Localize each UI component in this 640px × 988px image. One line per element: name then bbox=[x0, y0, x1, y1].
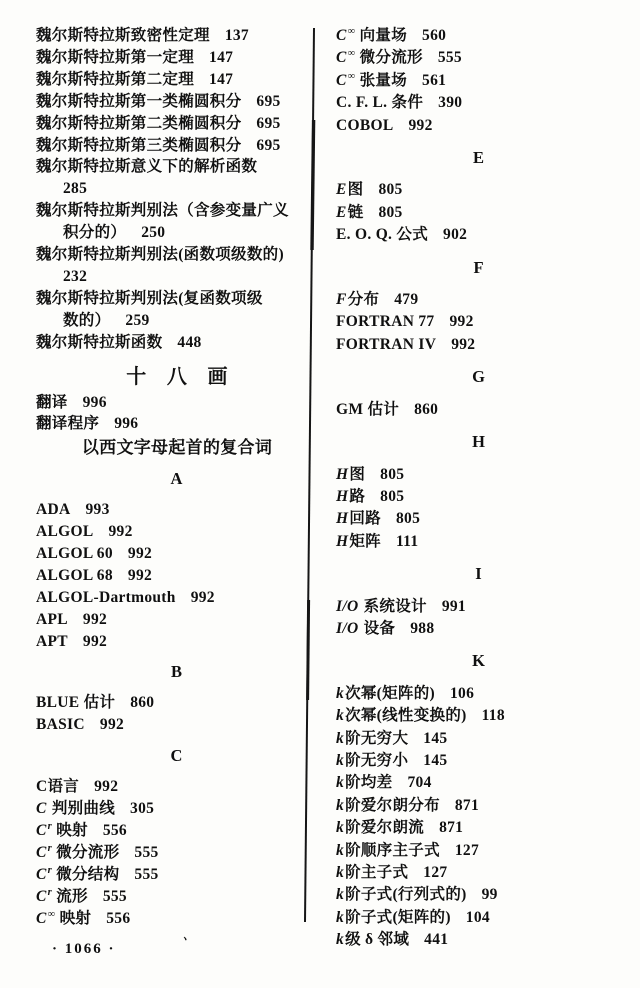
index-entry-line bbox=[36, 135, 318, 157]
entry-page-number: 805 bbox=[380, 465, 405, 483]
entry-page-number: 285 bbox=[63, 180, 88, 198]
math-symbol: k bbox=[336, 684, 345, 702]
entry-term: 次幂(矩阵的) bbox=[345, 684, 435, 702]
entry-page-number: 555 bbox=[134, 865, 159, 883]
heading-text: 十 八 画 bbox=[126, 365, 228, 388]
entry-term: 魏尔斯特拉斯判别法(复函数项级 bbox=[36, 289, 263, 307]
index-entry-line bbox=[336, 596, 622, 618]
math-symbol: E bbox=[336, 203, 347, 221]
entry-page-number: 555 bbox=[437, 49, 462, 67]
superscript: ∞ bbox=[347, 70, 356, 82]
entry-term: 积分的） bbox=[63, 224, 127, 242]
section-letter-heading bbox=[336, 147, 622, 169]
entry-term: 图 bbox=[347, 181, 364, 199]
entry-page-number: 992 bbox=[82, 610, 108, 628]
index-entry-line bbox=[336, 92, 622, 114]
entry-term: C语言 bbox=[36, 778, 80, 796]
superscript: r bbox=[47, 886, 53, 898]
index-entry-line bbox=[336, 464, 622, 486]
section-letter-heading bbox=[36, 745, 318, 767]
section-letter-heading bbox=[36, 661, 318, 683]
entry-page-number: 556 bbox=[102, 821, 127, 839]
entry-page-number: 250 bbox=[141, 224, 166, 242]
index-entry-continuation-line bbox=[36, 310, 318, 332]
entry-term: 阶爱尔朗分布 bbox=[345, 796, 440, 814]
left-column bbox=[36, 25, 318, 929]
index-entry-line bbox=[36, 288, 318, 310]
entry-page-number: 106 bbox=[450, 684, 475, 702]
index-entry-line bbox=[36, 113, 318, 135]
math-symbol: H bbox=[336, 510, 349, 528]
index-entry-line bbox=[336, 929, 622, 951]
index-entry-line bbox=[36, 543, 318, 565]
entry-term: 微分结构 bbox=[52, 865, 120, 883]
entry-term: 路 bbox=[349, 487, 366, 505]
entry-page-number: 259 bbox=[125, 311, 150, 329]
math-symbol: k bbox=[336, 864, 345, 881]
entry-page-number: 902 bbox=[443, 226, 468, 244]
entry-page-number: 555 bbox=[134, 843, 159, 861]
entry-term: 魏尔斯特拉斯第一定理 bbox=[36, 48, 195, 66]
superscript: r bbox=[47, 864, 53, 876]
superscript: ∞ bbox=[47, 908, 56, 920]
entry-page-number: 996 bbox=[114, 415, 139, 433]
section-letter-heading bbox=[336, 257, 622, 279]
index-entry-line bbox=[336, 508, 622, 530]
index-entry-line bbox=[336, 334, 622, 356]
entry-term: ALGOL bbox=[36, 523, 94, 541]
index-entry-line bbox=[36, 776, 318, 798]
math-symbol: k bbox=[336, 886, 345, 904]
index-entry-line bbox=[336, 399, 622, 421]
index-entry-line bbox=[336, 25, 622, 47]
entry-page-number: 860 bbox=[414, 400, 439, 418]
entry-term: 数的） bbox=[63, 311, 111, 329]
entry-term: BLUE 估计 bbox=[36, 694, 116, 712]
index-entry-line bbox=[336, 311, 622, 333]
heading-text: 以西文字母起首的复合词 bbox=[81, 438, 273, 458]
entry-term: 分布 bbox=[347, 291, 380, 309]
index-entry-line bbox=[36, 820, 318, 842]
superscript: r bbox=[47, 820, 53, 832]
superscript: r bbox=[47, 842, 53, 854]
entry-term: 阶无穷大 bbox=[345, 729, 409, 747]
entry-term: 回路 bbox=[349, 510, 381, 528]
entry-page-number: 137 bbox=[224, 27, 249, 44]
entry-term: ALGOL 60 bbox=[36, 544, 113, 562]
index-entry-line bbox=[36, 521, 318, 543]
entry-term: E. O. Q. 公式 bbox=[336, 226, 429, 244]
math-symbol: C bbox=[336, 71, 347, 89]
entry-page-number: 145 bbox=[423, 729, 448, 747]
entry-term: 魏尔斯特拉斯判别法(函数项级数的) bbox=[36, 246, 284, 264]
index-entry-line bbox=[36, 25, 318, 47]
entry-page-number: 860 bbox=[130, 694, 155, 712]
entry-page-number: 992 bbox=[451, 335, 476, 353]
entry-page-number: 992 bbox=[108, 523, 133, 541]
entry-term: 级 δ 邻域 bbox=[345, 931, 410, 949]
heading-text: E bbox=[472, 148, 485, 168]
entry-page-number: 111 bbox=[395, 532, 419, 550]
scan-artifact-mark: 、 bbox=[182, 929, 196, 944]
index-entry-line bbox=[36, 864, 318, 886]
section-letter-heading bbox=[336, 366, 622, 388]
entry-page-number: 992 bbox=[449, 313, 474, 331]
index-entry-line bbox=[36, 587, 318, 609]
index-entry-line bbox=[336, 115, 622, 137]
entry-page-number: 561 bbox=[422, 71, 447, 89]
entry-page-number: 145 bbox=[423, 751, 448, 769]
index-entry-line bbox=[336, 47, 622, 69]
math-symbol: H bbox=[336, 487, 349, 505]
page-number: · 1066 · bbox=[52, 941, 116, 957]
entry-term: ALGOL 68 bbox=[36, 566, 113, 584]
index-entry-line bbox=[36, 244, 318, 266]
index-entry-line bbox=[36, 565, 318, 587]
entry-page-number: 695 bbox=[256, 114, 281, 132]
entry-term: COBOL bbox=[336, 116, 394, 134]
entry-term: 魏尔斯特拉斯意义下的解析函数 bbox=[36, 158, 258, 176]
index-entry-line bbox=[336, 289, 622, 311]
entry-page-number: 127 bbox=[454, 841, 480, 859]
math-symbol: E bbox=[336, 181, 347, 199]
index-entry-line bbox=[36, 631, 318, 653]
entry-term: 魏尔斯特拉斯函数 bbox=[36, 333, 163, 351]
entry-term: 判别曲线 bbox=[47, 800, 116, 817]
entry-term: APT bbox=[36, 632, 68, 650]
math-symbol: H bbox=[336, 465, 349, 483]
entry-term: 映射 bbox=[55, 909, 92, 927]
index-entry-line bbox=[36, 609, 318, 631]
math-symbol: I/O bbox=[336, 597, 359, 615]
entry-page-number: 695 bbox=[256, 136, 281, 154]
math-symbol: k bbox=[336, 841, 345, 859]
entry-term: 微分流形 bbox=[355, 49, 423, 67]
index-entry-line bbox=[336, 531, 622, 553]
entry-term: 映射 bbox=[52, 821, 88, 839]
index-entry-line bbox=[36, 69, 318, 91]
math-symbol: k bbox=[336, 774, 345, 792]
entry-term: 魏尔斯特拉斯第三类椭圆积分 bbox=[36, 136, 242, 154]
index-entry-line bbox=[336, 795, 622, 817]
entry-term: 矩阵 bbox=[349, 532, 381, 550]
western-words-heading bbox=[36, 437, 318, 459]
entry-term: ADA bbox=[36, 501, 71, 519]
section-letter-heading bbox=[36, 468, 318, 490]
entry-term: 阶子式(行列式的) bbox=[345, 886, 467, 904]
heading-text: C bbox=[170, 746, 184, 766]
index-entry-line bbox=[36, 908, 318, 930]
index-entry-line bbox=[336, 750, 622, 772]
entry-page-number: 704 bbox=[407, 774, 432, 792]
index-entry-line bbox=[336, 772, 622, 794]
index-entry-line bbox=[336, 486, 622, 508]
index-entry-line bbox=[36, 714, 318, 736]
math-symbol: C bbox=[36, 909, 47, 927]
entry-page-number: 805 bbox=[395, 510, 421, 528]
index-entry-line bbox=[336, 840, 622, 862]
entry-page-number: 695 bbox=[256, 92, 281, 110]
entry-term: 魏尔斯特拉斯第一类椭圆积分 bbox=[36, 92, 242, 110]
entry-page-number: 390 bbox=[438, 94, 463, 112]
entry-term: 魏尔斯特拉斯致密性定理 bbox=[36, 27, 210, 44]
index-entry-line bbox=[336, 179, 622, 201]
entry-page-number: 805 bbox=[380, 487, 405, 505]
entry-term: 微分流形 bbox=[52, 843, 120, 861]
entry-page-number: 147 bbox=[209, 48, 234, 66]
entry-page-number: 992 bbox=[190, 588, 215, 606]
heading-text: G bbox=[472, 367, 486, 387]
entry-page-number: 560 bbox=[422, 27, 447, 44]
entry-term: 翻译程序 bbox=[36, 415, 100, 433]
math-symbol: C bbox=[336, 27, 347, 44]
section-letter-heading bbox=[336, 563, 622, 585]
entry-page-number: 992 bbox=[408, 116, 433, 134]
section-letter-heading bbox=[336, 650, 622, 672]
entry-term: 魏尔斯特拉斯第二类椭圆积分 bbox=[36, 114, 242, 132]
entry-term: 阶主子式 bbox=[345, 864, 409, 881]
math-symbol: H bbox=[336, 532, 349, 550]
entry-page-number: 441 bbox=[424, 931, 449, 949]
entry-page-number: 556 bbox=[106, 909, 131, 927]
math-symbol: k bbox=[336, 707, 345, 725]
entry-term: 魏尔斯特拉斯第二定理 bbox=[36, 70, 195, 88]
heading-text: F bbox=[473, 257, 485, 277]
entry-term: BASIC bbox=[36, 716, 85, 734]
entry-page-number: 479 bbox=[394, 291, 419, 309]
entry-page-number: 118 bbox=[481, 707, 505, 725]
index-entry-line bbox=[336, 683, 622, 705]
index-entry-line bbox=[36, 413, 318, 435]
index-entry-continuation-line bbox=[36, 266, 318, 288]
math-symbol: C bbox=[36, 843, 47, 861]
entry-term: GM 估计 bbox=[336, 400, 400, 418]
entry-term: 阶无穷小 bbox=[345, 751, 409, 769]
math-symbol: k bbox=[336, 729, 345, 747]
index-entry-line bbox=[36, 332, 318, 354]
entry-page-number: 127 bbox=[423, 864, 448, 881]
entry-term: 张量场 bbox=[355, 71, 408, 89]
math-symbol: C bbox=[36, 821, 47, 839]
index-entry-line bbox=[336, 907, 622, 929]
stroke-count-heading bbox=[36, 367, 318, 389]
index-entry-line bbox=[336, 817, 622, 839]
math-symbol: C bbox=[336, 49, 347, 67]
heading-text: I bbox=[475, 564, 483, 584]
entry-term: 流形 bbox=[52, 887, 88, 905]
entry-term: 魏尔斯特拉斯判别法（含参变量广义 bbox=[36, 202, 289, 220]
entry-page-number: 992 bbox=[99, 716, 125, 734]
math-symbol: k bbox=[336, 751, 345, 769]
entry-page-number: 992 bbox=[127, 544, 153, 562]
entry-page-number: 871 bbox=[454, 796, 480, 814]
superscript: ∞ bbox=[347, 48, 356, 60]
index-entry-line bbox=[36, 692, 318, 714]
entry-page-number: 992 bbox=[127, 566, 153, 584]
entry-term: C. F. L. 条件 bbox=[336, 94, 424, 112]
superscript: ∞ bbox=[347, 25, 356, 37]
entry-page-number: 992 bbox=[94, 778, 119, 796]
entry-term: 向量场 bbox=[355, 27, 408, 44]
entry-page-number: 992 bbox=[82, 632, 108, 650]
index-entry-line bbox=[336, 705, 622, 727]
entry-term: APL bbox=[36, 610, 68, 628]
index-entry-line bbox=[36, 392, 318, 414]
entry-page-number: 147 bbox=[209, 70, 234, 88]
entry-page-number: 996 bbox=[82, 393, 107, 411]
entry-term: 设备 bbox=[359, 619, 396, 637]
index-entry-line bbox=[36, 156, 318, 178]
math-symbol: C bbox=[36, 887, 47, 905]
math-symbol: F bbox=[336, 291, 347, 309]
index-entry-line bbox=[36, 499, 318, 521]
right-column bbox=[336, 25, 622, 952]
index-entry-line bbox=[36, 842, 318, 864]
index-entry-line bbox=[36, 47, 318, 69]
math-symbol: C bbox=[36, 800, 47, 817]
entry-page-number: 805 bbox=[378, 181, 403, 199]
index-entry-line bbox=[36, 886, 318, 908]
entry-term: ALGOL-Dartmouth bbox=[36, 588, 176, 606]
entry-term: 链 bbox=[347, 203, 364, 221]
entry-page-number: 232 bbox=[63, 267, 88, 285]
math-symbol: k bbox=[336, 908, 345, 926]
index-entry-line bbox=[336, 202, 622, 224]
entry-page-number: 305 bbox=[130, 800, 155, 817]
heading-text: H bbox=[472, 432, 486, 452]
entry-page-number: 448 bbox=[177, 333, 202, 351]
index-entry-continuation-line bbox=[36, 222, 318, 244]
entry-term: 次幂(线性变换的) bbox=[345, 707, 467, 725]
index-entry-line bbox=[336, 884, 622, 906]
entry-term: 阶均差 bbox=[345, 774, 393, 792]
math-symbol: C bbox=[36, 865, 47, 883]
index-entry-line bbox=[36, 798, 318, 820]
entry-page-number: 993 bbox=[85, 501, 110, 519]
entry-page-number: 988 bbox=[410, 619, 435, 637]
entry-term: FORTRAN 77 bbox=[336, 313, 435, 331]
heading-text: K bbox=[472, 651, 486, 671]
math-symbol: k bbox=[336, 931, 345, 949]
entry-term: 系统设计 bbox=[359, 597, 427, 615]
math-symbol: k bbox=[336, 819, 345, 837]
entry-page-number: 991 bbox=[441, 597, 466, 615]
index-entry-line bbox=[336, 70, 622, 92]
math-symbol: k bbox=[336, 796, 345, 814]
index-entry-line bbox=[36, 200, 318, 222]
heading-text: A bbox=[170, 469, 184, 489]
entry-page-number: 99 bbox=[481, 886, 498, 904]
section-letter-heading bbox=[336, 431, 622, 453]
entry-term: 阶顺序主子式 bbox=[345, 841, 440, 859]
entry-term: 图 bbox=[349, 465, 366, 483]
entry-term: 阶爱尔朗流 bbox=[345, 819, 425, 837]
entry-page-number: 555 bbox=[102, 887, 127, 905]
index-entry-line bbox=[336, 728, 622, 750]
entry-term: FORTRAN IV bbox=[336, 335, 437, 353]
heading-text: B bbox=[170, 662, 183, 682]
entry-page-number: 805 bbox=[378, 203, 403, 221]
index-entry-line bbox=[336, 618, 622, 640]
index-entry-line bbox=[336, 862, 622, 884]
entry-term: 翻译 bbox=[36, 393, 68, 411]
entry-page-number: 871 bbox=[439, 819, 464, 837]
entry-page-number: 104 bbox=[465, 908, 490, 926]
entry-term: 阶子式(矩阵的) bbox=[345, 908, 451, 926]
index-entry-line bbox=[36, 91, 318, 113]
index-entry-line bbox=[336, 224, 622, 246]
math-symbol: I/O bbox=[336, 619, 359, 637]
index-entry-continuation-line bbox=[36, 178, 318, 200]
